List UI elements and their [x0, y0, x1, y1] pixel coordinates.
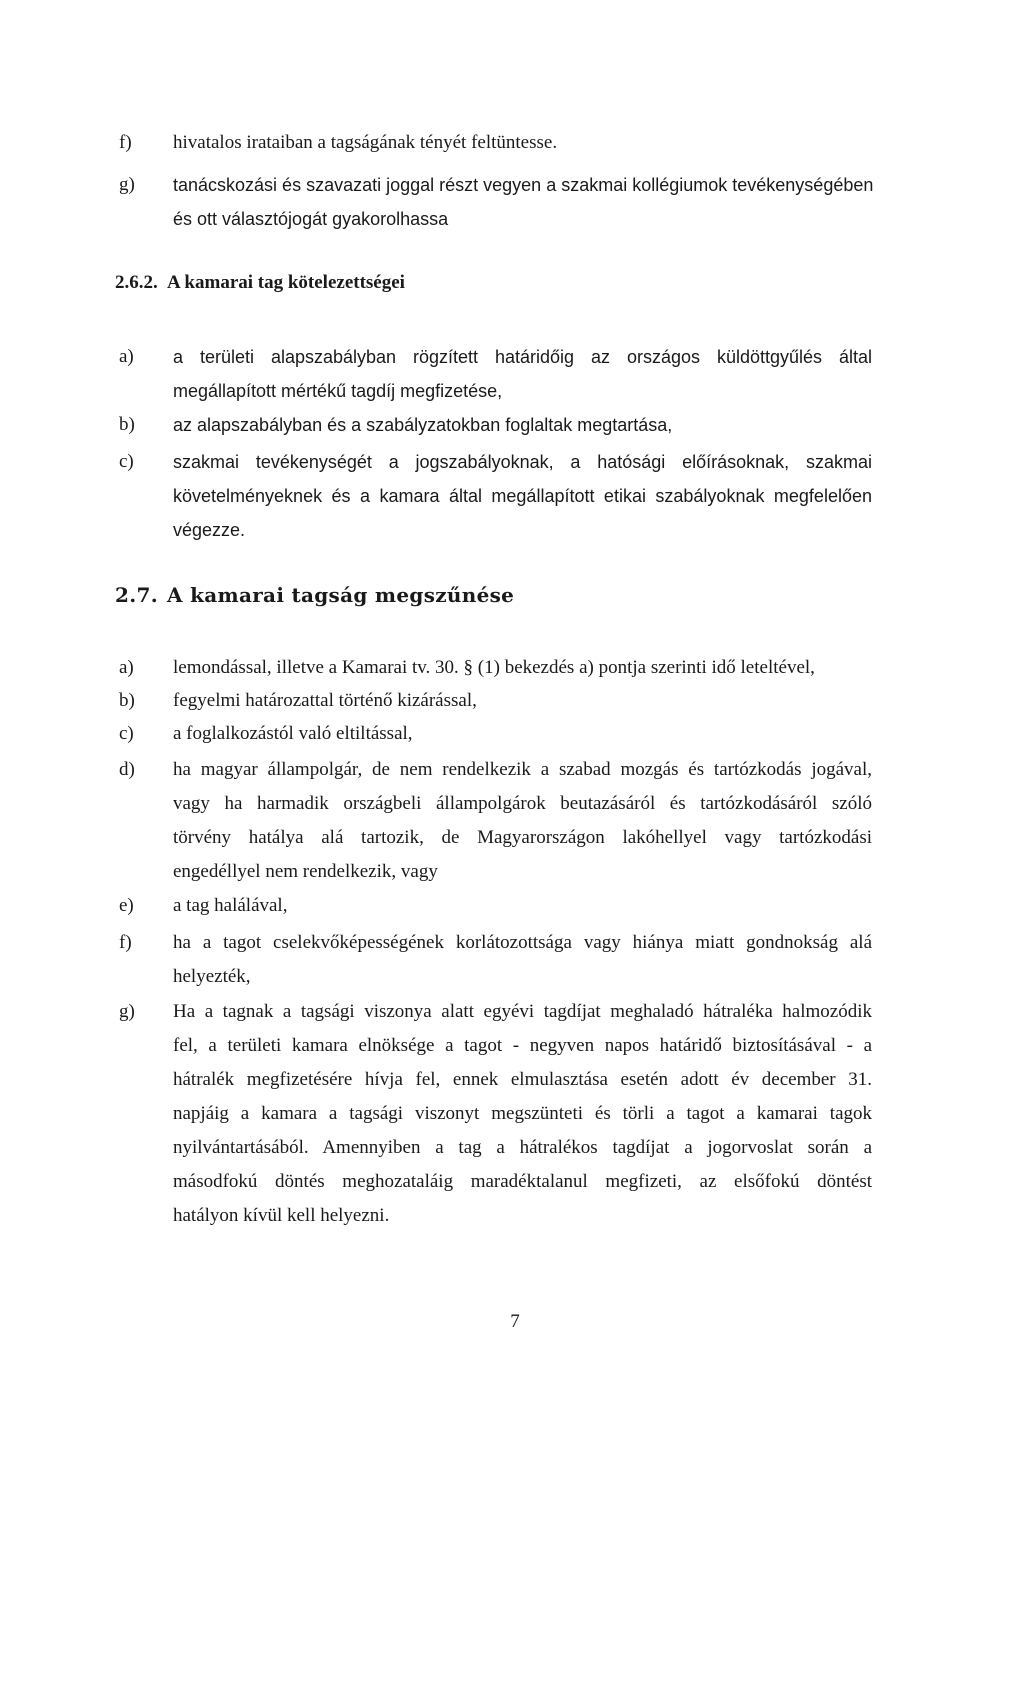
section-heading-27: [115, 578, 514, 612]
text-line: hatályon kívül kell helyezni.: [173, 1205, 390, 1226]
text-line: fel, a területi kamara elnöksége a tagot - negyven napos határidő biztosításával - a: [173, 1035, 872, 1056]
list-item-text: [173, 408, 872, 442]
list-item-text: [173, 753, 872, 889]
text-line: helyezték,: [173, 966, 251, 987]
text-line: ha magyar állampolgár, de nem rendelkezik a szabad mozgás és tartózkodás jogával,: [173, 759, 872, 780]
text-line: és ott választójogát gyakorolhassa: [173, 209, 449, 229]
list-letter: b): [119, 414, 135, 435]
list-letter: c): [119, 451, 134, 472]
list-item-text: [173, 340, 872, 408]
list-letter: e): [119, 895, 134, 916]
section-number: 2.6.2.: [115, 272, 158, 293]
list-letter: a): [119, 346, 134, 367]
list-letter: f): [119, 932, 132, 953]
list-letter: f): [119, 132, 132, 153]
text-line: Ha a tagnak a tagsági viszonya alatt egyévi tagdíjat meghaladó hátraléka halmozódik: [173, 1001, 872, 1022]
text-line: szakmai tevékenységét a jogszabályoknak, a hatósági előírásoknak, szakmai: [173, 452, 872, 472]
list-item-text: [173, 889, 872, 923]
text-line: végezze.: [173, 520, 246, 540]
list-letter: g): [119, 174, 135, 195]
text-line: nyilvántartásából. Amennyiben a tag a hátralékos tagdíjat a jogorvoslat során a: [173, 1137, 872, 1158]
text-line: vagy ha harmadik országbeli állampolgárok beutazásáról és tartózkodásáról szóló: [173, 793, 872, 814]
list-item-text: [173, 168, 872, 236]
text-line: az alapszabályban és a szabályzatokban foglaltak megtartása,: [173, 415, 673, 435]
text-line: ha a tagot cselekvőképességének korlátozottsága vagy hiánya miatt gondnokság alá: [173, 932, 872, 953]
list-letter: a): [119, 657, 134, 678]
list-letter: d): [119, 759, 135, 780]
section-heading-262: [115, 266, 405, 300]
list-item-text: [173, 684, 872, 718]
text-line: a területi alapszabályban rögzített határidőig az országos küldöttgyűlés által: [173, 347, 872, 367]
section-number: 2.7.: [115, 583, 158, 607]
section-title: A kamarai tagság megszűnése: [167, 583, 515, 607]
list-letter: b): [119, 690, 135, 711]
text-line: lemondással, illetve a Kamarai tv. 30. § (1) bekezdés a) pontja szerinti idő leteltével,: [173, 657, 815, 678]
list-item-text: [173, 445, 872, 547]
list-item-text: [173, 717, 872, 751]
text-line: a tag halálával,: [173, 895, 288, 916]
list-letter: g): [119, 1001, 135, 1022]
list-item-text: [173, 126, 872, 160]
list-item-text: [173, 926, 872, 994]
text-line: hivatalos irataiban a tagságának tényét feltüntesse.: [173, 132, 558, 153]
list-item-text: [173, 651, 872, 685]
text-line: követelményeknek és a kamara által megállapított etikai szabályoknak megfelelően: [173, 486, 872, 506]
text-line: a foglalkozástól való eltiltással,: [173, 723, 413, 744]
list-letter: c): [119, 723, 134, 744]
text-line: törvény hatálya alá tartozik, de Magyarországon lakóhellyel vagy tartózkodási: [173, 827, 872, 848]
text-line: tanácskozási és szavazati joggal részt vegyen a szakmai kollégiumok tevékenységében: [173, 175, 874, 195]
section-title: A kamarai tag kötelezettségei: [167, 272, 405, 293]
text-line: engedéllyel nem rendelkezik, vagy: [173, 861, 438, 882]
text-line: napjáig a kamara a tagsági viszonyt megszünteti és törli a tagot a kamarai tagok: [173, 1103, 872, 1124]
list-item-text: [173, 995, 872, 1233]
text-line: másodfokú döntés meghozataláig maradéktalanul megfizeti, az elsőfokú döntést: [173, 1171, 872, 1192]
page-number: 7: [510, 1311, 520, 1332]
text-line: hátralék megfizetésére hívja fel, ennek elmulasztása esetén adott év december 31.: [173, 1069, 872, 1090]
text-line: fegyelmi határozattal történő kizárással,: [173, 690, 477, 711]
text-line: megállapított mértékű tagdíj megfizetése,: [173, 381, 503, 401]
